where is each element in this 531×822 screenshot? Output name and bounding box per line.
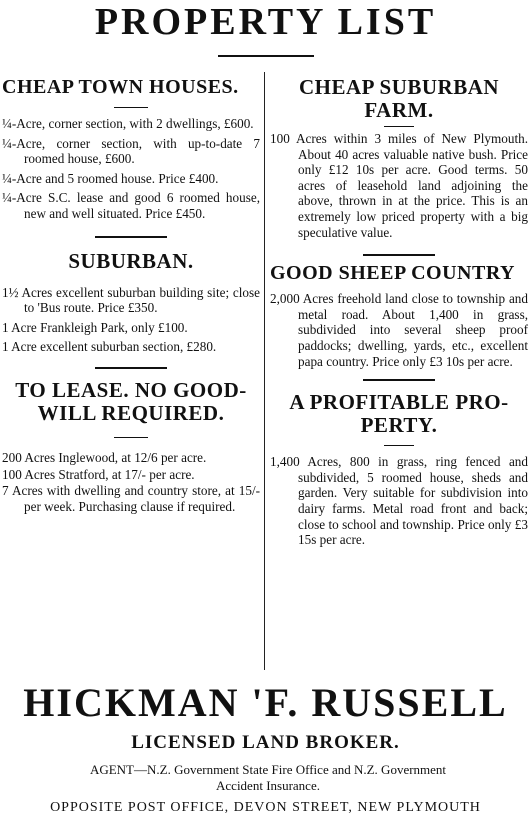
paragraph: 1,400 Acres, 800 in grass, ring fenced and subdivided, 5 roomed house, sheds and garden. Very suitable for subdivision into dairy farms. Metal road front and back; close to school and township. Price only £3 15s per acre. xyxy=(270,454,528,548)
section-a-profitable-property xyxy=(270,391,528,548)
list-item: ¼-Acre, corner section, with 2 dwellings, £600. xyxy=(2,116,254,131)
section-to-lease xyxy=(2,379,260,514)
list-item: 100 Acres Stratford, at 17/- per acre. xyxy=(2,466,195,482)
section-cheap-town-houses xyxy=(2,76,260,222)
list-item: ¼-Acre and 5 roomed house. Price £400. xyxy=(2,170,219,186)
list-item: ¼-Acre S.C. lease and good 6 roomed house, new and well situated. Price £450. xyxy=(2,190,260,221)
list-item: 1½ Acres excellent suburban building site; close to 'Bus route. Price £350. xyxy=(2,284,260,316)
column-divider xyxy=(264,72,265,670)
agency-line: AGENT—N.Z. Government State Fire Office and N.Z. Government xyxy=(89,762,447,777)
list-item: 200 Acres Inglewood, at 12/6 per acre. xyxy=(2,449,207,465)
section-suburban xyxy=(2,250,260,355)
section-good-sheep-country xyxy=(270,262,528,369)
paragraph: 2,000 Acres freehold land close to township and metal road. About 1,400 in grass, subdivided into several sheep proof paddocks; dwelling, yards, etc., excellent papa country. Price only £3 10s per acre. xyxy=(270,291,528,369)
section-heading: PERTY. xyxy=(360,413,438,438)
list-item: 1 Acre Frankleigh Park, only £100. xyxy=(2,319,188,335)
section-heading: SUBURBAN. xyxy=(68,248,194,273)
section-cheap-suburban-farm xyxy=(270,76,528,240)
paragraph: 100 Acres within 3 miles of New Plymouth. About 40 acres valuable native bush. Price only £12 10s per acre. Good terms. 50 acres of leasehold land adjoining the above, thrown in at the price. This is an extremely low priced property with a big speculative value. xyxy=(270,131,528,240)
list-item: 7 Acres with dwelling and country store, at 15/- per week. Purchasing clause if required. xyxy=(2,483,260,514)
section-rule xyxy=(95,367,167,369)
address: OPPOSITE POST OFFICE, DEVON STREET, NEW PLYMOUTH xyxy=(50,800,481,815)
section-heading: TO LEASE. NO GOOD- xyxy=(15,377,247,402)
section-rule xyxy=(95,236,167,238)
section-rule xyxy=(114,437,148,438)
section-heading: CHEAP SUBURBAN xyxy=(298,75,500,99)
section-heading: WILL REQUIRED. xyxy=(37,400,225,425)
title-rule xyxy=(218,55,314,57)
agency-note xyxy=(28,762,508,794)
section-heading: GOOD SHEEP COUNTRY xyxy=(270,262,515,285)
section-heading: FARM. xyxy=(364,98,434,122)
section-rule xyxy=(384,126,414,127)
page-title: PROPERTY LIST xyxy=(94,1,437,43)
list-item: ¼-Acre, corner section, with up-to-date 7 roomed house, £600. xyxy=(2,135,260,167)
right-column xyxy=(270,76,528,548)
section-rule xyxy=(114,107,148,108)
section-rule xyxy=(363,379,435,381)
section-heading: A PROFITABLE PRO- xyxy=(289,390,509,415)
left-column xyxy=(2,76,260,515)
agency-line: Accident Insurance. xyxy=(216,778,320,793)
list-item: 1 Acre excellent suburban section, £280. xyxy=(2,339,217,355)
section-heading: CHEAP TOWN HOUSES. xyxy=(2,76,239,98)
section-rule xyxy=(363,254,435,256)
section-rule xyxy=(384,445,414,446)
broker-name: HICKMAN 'F. RUSSELL xyxy=(23,680,508,725)
broker-title: LICENSED LAND BROKER. xyxy=(131,732,400,753)
